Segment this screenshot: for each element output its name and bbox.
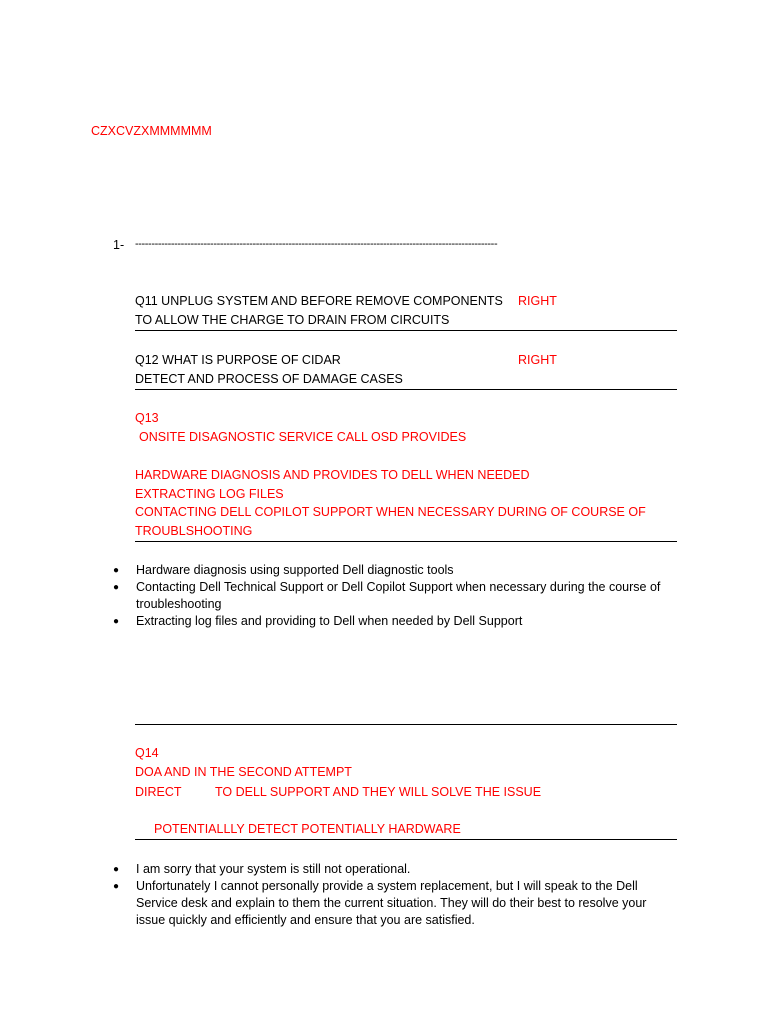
separator-rule bbox=[135, 724, 677, 725]
q11-answer: TO ALLOW THE CHARGE TO DRAIN FROM CIRCUITS bbox=[135, 313, 450, 327]
dash-line: --------------------------------------------------------------------------------------------------------------- bbox=[135, 238, 498, 250]
list-item: ● I am sorry that your system is still not operational. bbox=[113, 862, 411, 876]
q11-question: Q11 UNPLUG SYSTEM AND BEFORE REMOVE COMPONENTS bbox=[135, 294, 503, 308]
bullet-icon: ● bbox=[113, 881, 120, 892]
bullet-icon: ● bbox=[113, 864, 120, 875]
q14-bullet-list bbox=[112, 861, 672, 929]
q11-mark: RIGHT bbox=[518, 294, 557, 308]
list-item: ● Extracting log files and providing to Dell when needed by Dell Support bbox=[113, 614, 523, 628]
q13-question: ONSITE DISAGNOSTIC SERVICE CALL OSD PROVIDES bbox=[139, 430, 467, 444]
q13-bullet-list bbox=[112, 562, 672, 630]
bullet-icon: ● bbox=[113, 565, 120, 576]
separator-rule bbox=[135, 839, 677, 840]
q13-answer-4: TROUBLSHOOTING bbox=[135, 524, 253, 538]
list-item: ● Contacting Dell Technical Support or Dell Copilot Support when necessary during the course of troubleshooting bbox=[113, 580, 661, 611]
separator-rule bbox=[135, 330, 677, 331]
list-item: ● Hardware diagnosis using supported Dell diagnostic tools bbox=[113, 563, 454, 577]
q14-label: Q14 bbox=[135, 746, 159, 760]
item-number: 1- bbox=[113, 238, 125, 252]
q13-answer-3: CONTACTING DELL COPILOT SUPPORT WHEN NECESSARY DURING OF COURSE OF bbox=[135, 505, 646, 519]
q14-line-2-rest: TO DELL SUPPORT AND THEY WILL SOLVE THE ISSUE bbox=[215, 785, 542, 799]
bullet-icon: ● bbox=[113, 616, 120, 627]
q14-line-3: POTENTIALLLY DETECT POTENTIALLY HARDWARE bbox=[154, 822, 461, 836]
q13-answer-2: EXTRACTING LOG FILES bbox=[135, 487, 284, 501]
q14-line-2-direct: DIRECT bbox=[135, 785, 182, 799]
separator-rule bbox=[135, 541, 677, 542]
q13-answer-1: HARDWARE DIAGNOSIS AND PROVIDES TO DELL WHEN NEEDED bbox=[135, 468, 530, 482]
q13-label: Q13 bbox=[135, 411, 159, 425]
doc-header: CZXCVZXMMMMMM bbox=[91, 124, 212, 138]
q14-line-1: DOA AND IN THE SECOND ATTEMPT bbox=[135, 765, 352, 779]
q12-mark: RIGHT bbox=[518, 353, 557, 367]
bullet-icon: ● bbox=[113, 582, 120, 593]
separator-rule bbox=[135, 389, 677, 390]
list-item: ● Unfortunately I cannot personally provide a system replacement, but I will speak to the Dell Service desk and explain to them the current situation. They will do their best to resolve your issue quickly and efficiently and ensure that you are satisfied. bbox=[113, 879, 647, 927]
q12-answer: DETECT AND PROCESS OF DAMAGE CASES bbox=[135, 372, 403, 386]
q12-question: Q12 WHAT IS PURPOSE OF CIDAR bbox=[135, 353, 341, 367]
